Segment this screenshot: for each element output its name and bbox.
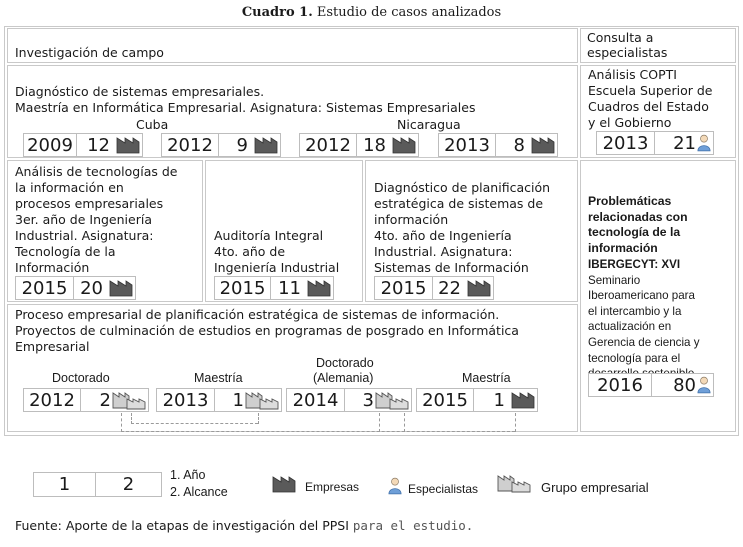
stat-row2-b — [214, 276, 334, 300]
copti-line: Cuadros del Estado — [588, 99, 709, 114]
stat-count: 2 — [99, 389, 111, 411]
header-field-research — [7, 28, 578, 63]
stat-count: 80 — [673, 374, 696, 396]
legend-key — [33, 472, 162, 497]
person-icon — [697, 133, 711, 153]
row3-line2: Proyectos de culminación de estudios en programas de posgrado en Informática — [15, 323, 519, 338]
stat-year: 2015 — [417, 389, 474, 411]
stat-count: 8 — [513, 134, 525, 156]
legend-grupo: Grupo empresarial — [541, 480, 649, 495]
stat-count: 21 — [673, 132, 696, 154]
stat-year: 2012 — [162, 134, 219, 156]
stat-row1-2 — [161, 133, 281, 157]
stat-count: 12 — [87, 134, 110, 156]
legend-num2: 2 — [122, 474, 135, 495]
stat-year: 2012 — [24, 389, 81, 411]
footer-source — [15, 518, 473, 533]
row2a-line: Tecnología de la — [15, 244, 116, 259]
connector-line — [121, 413, 122, 432]
row2c-line: Industrial. Asignatura: — [374, 244, 513, 259]
factory-icon — [254, 136, 278, 154]
row3-cell — [7, 304, 578, 432]
ibergecyt-line: tecnología para el — [588, 351, 681, 365]
stat-row3-1 — [23, 388, 149, 412]
connector-line — [404, 413, 405, 432]
row2a-line: Información — [15, 260, 90, 275]
stat-copti — [596, 131, 714, 155]
group-icon — [112, 390, 146, 410]
row2a-line: la información en — [15, 180, 124, 195]
stat-year: 2015 — [215, 277, 271, 299]
legend-especialistas: Especialistas — [408, 482, 479, 496]
stat-count: 22 — [438, 277, 461, 299]
ibergecyt-bold-line: relacionadas con — [588, 209, 688, 224]
header-specialists-line1: Consulta a — [587, 30, 654, 45]
row2c-line: Diagnóstico de planificación — [374, 180, 551, 195]
stat-row3-2 — [156, 388, 282, 412]
stat-row2-a — [15, 276, 136, 300]
ibergecyt-bold-line: tecnología de la — [588, 225, 681, 239]
connector-line — [131, 423, 258, 424]
stat-count: 11 — [278, 277, 301, 299]
row2b-line: Auditoría Integral — [214, 228, 324, 243]
stat-year: 2014 — [287, 389, 345, 411]
connector-line — [258, 413, 259, 424]
ibergecyt-bold-line: Problemáticas — [588, 194, 672, 208]
person-icon — [697, 375, 711, 395]
row2b-line: 4to. año de — [214, 244, 286, 259]
stat-year: 2013 — [157, 389, 215, 411]
copti-line: Análisis COPTI — [588, 67, 677, 82]
row2c-line: información — [374, 212, 449, 227]
factory-icon — [511, 391, 535, 409]
stat-row1-4 — [438, 133, 558, 157]
factory-icon — [116, 136, 140, 154]
header-specialists — [580, 28, 736, 63]
factory-icon — [392, 136, 416, 154]
stat-ibergecyt — [588, 373, 714, 397]
country-cuba: Cuba — [136, 117, 169, 132]
footer-text: Fuente: Aporte de la etapas de investigación del PPSI — [15, 518, 349, 533]
row1-line1: Diagnóstico de sistemas empresariales. — [15, 84, 265, 99]
stat-row3-3 — [286, 388, 412, 412]
stat-row2-c — [374, 276, 494, 300]
legend-empresas: Empresas — [305, 480, 360, 494]
legend-num1: 1 — [34, 473, 96, 496]
header-specialists-line2: especialistas — [587, 45, 668, 60]
label-maestria-2: Maestría — [462, 371, 511, 385]
stat-year: 2016 — [589, 374, 652, 396]
header-field-research-label: Investigación de campo — [15, 45, 164, 60]
row2b-line: Ingeniería Industrial — [214, 260, 340, 275]
ibergecyt-line: Seminario — [588, 273, 641, 287]
row2a-line: Industrial. Asignatura: — [15, 228, 154, 243]
row3-line3: Empresarial — [15, 339, 90, 354]
row2c-line: estratégica de sistemas de — [374, 196, 544, 211]
copti-line: y el Gobierno — [588, 115, 672, 130]
stat-count: 9 — [236, 134, 248, 156]
stat-year: 2013 — [597, 132, 655, 154]
copti-line: Escuela Superior de — [588, 83, 713, 98]
stat-year: 2013 — [439, 134, 496, 156]
legend-item2: 2. Alcance — [170, 485, 228, 499]
ibergecyt-bold-line: información — [588, 240, 658, 255]
row1-line2: Maestría en Informática Empresarial. Asignatura: Sistemas Empresariales — [15, 100, 476, 115]
stat-count: 20 — [80, 277, 103, 299]
group-icon — [497, 473, 531, 493]
factory-icon — [109, 279, 133, 297]
stat-row1-1 — [23, 133, 143, 157]
group-icon — [375, 390, 409, 410]
row2a-line: Análisis de tecnologías de — [15, 164, 178, 179]
row2c-line: 4to. año de Ingeniería — [374, 228, 512, 243]
table-caption — [0, 5, 743, 20]
factory-icon — [272, 475, 296, 493]
connector-line — [515, 413, 516, 432]
ibergecyt-line: IBERGECYT: XVI — [588, 258, 681, 271]
stat-count: 1 — [493, 389, 505, 411]
ibergecyt-line: Iberoamericano para — [588, 289, 695, 303]
stat-count: 18 — [363, 134, 386, 156]
caption-text: Estudio de casos analizados — [316, 5, 502, 20]
connector-line — [379, 413, 380, 432]
footer-tail: para el estudio. — [352, 518, 474, 533]
stat-year: 2015 — [16, 277, 74, 299]
label-maestria: Maestría — [194, 371, 243, 385]
factory-icon — [467, 279, 491, 297]
row2a-line: procesos empresariales — [15, 196, 164, 211]
ibergecyt-line: Gerencia de ciencia y — [588, 335, 700, 349]
stat-year: 2015 — [375, 277, 433, 299]
stat-year: 2012 — [300, 134, 357, 156]
row3-line1: Proceso empresarial de planificación estratégica de sistemas de información. — [15, 307, 500, 322]
label-doctorado-alemania: Doctorado — [316, 356, 374, 370]
stat-row1-3 — [299, 133, 419, 157]
stat-row3-4 — [416, 388, 538, 412]
factory-icon — [531, 136, 555, 154]
row2a-line: 3er. año de Ingeniería — [15, 212, 152, 227]
legend-item1: 1. Año — [170, 468, 206, 482]
row2c-line: Sistemas de Información — [374, 260, 529, 275]
stat-count: 3 — [362, 389, 374, 411]
factory-icon — [307, 279, 331, 297]
label-doctorado: Doctorado — [52, 371, 110, 385]
connector-line — [121, 431, 515, 432]
stat-year: 2009 — [24, 134, 77, 156]
stat-count: 1 — [232, 389, 244, 411]
ibergecyt-line: actualización en — [588, 320, 672, 334]
country-nicaragua: Nicaragua — [397, 117, 461, 132]
label-alemania: (Alemania) — [313, 371, 374, 385]
caption-label: Cuadro 1. — [241, 5, 313, 20]
ibergecyt-line: el intercambio y la — [588, 304, 682, 318]
group-icon — [245, 390, 279, 410]
person-icon — [388, 476, 402, 496]
